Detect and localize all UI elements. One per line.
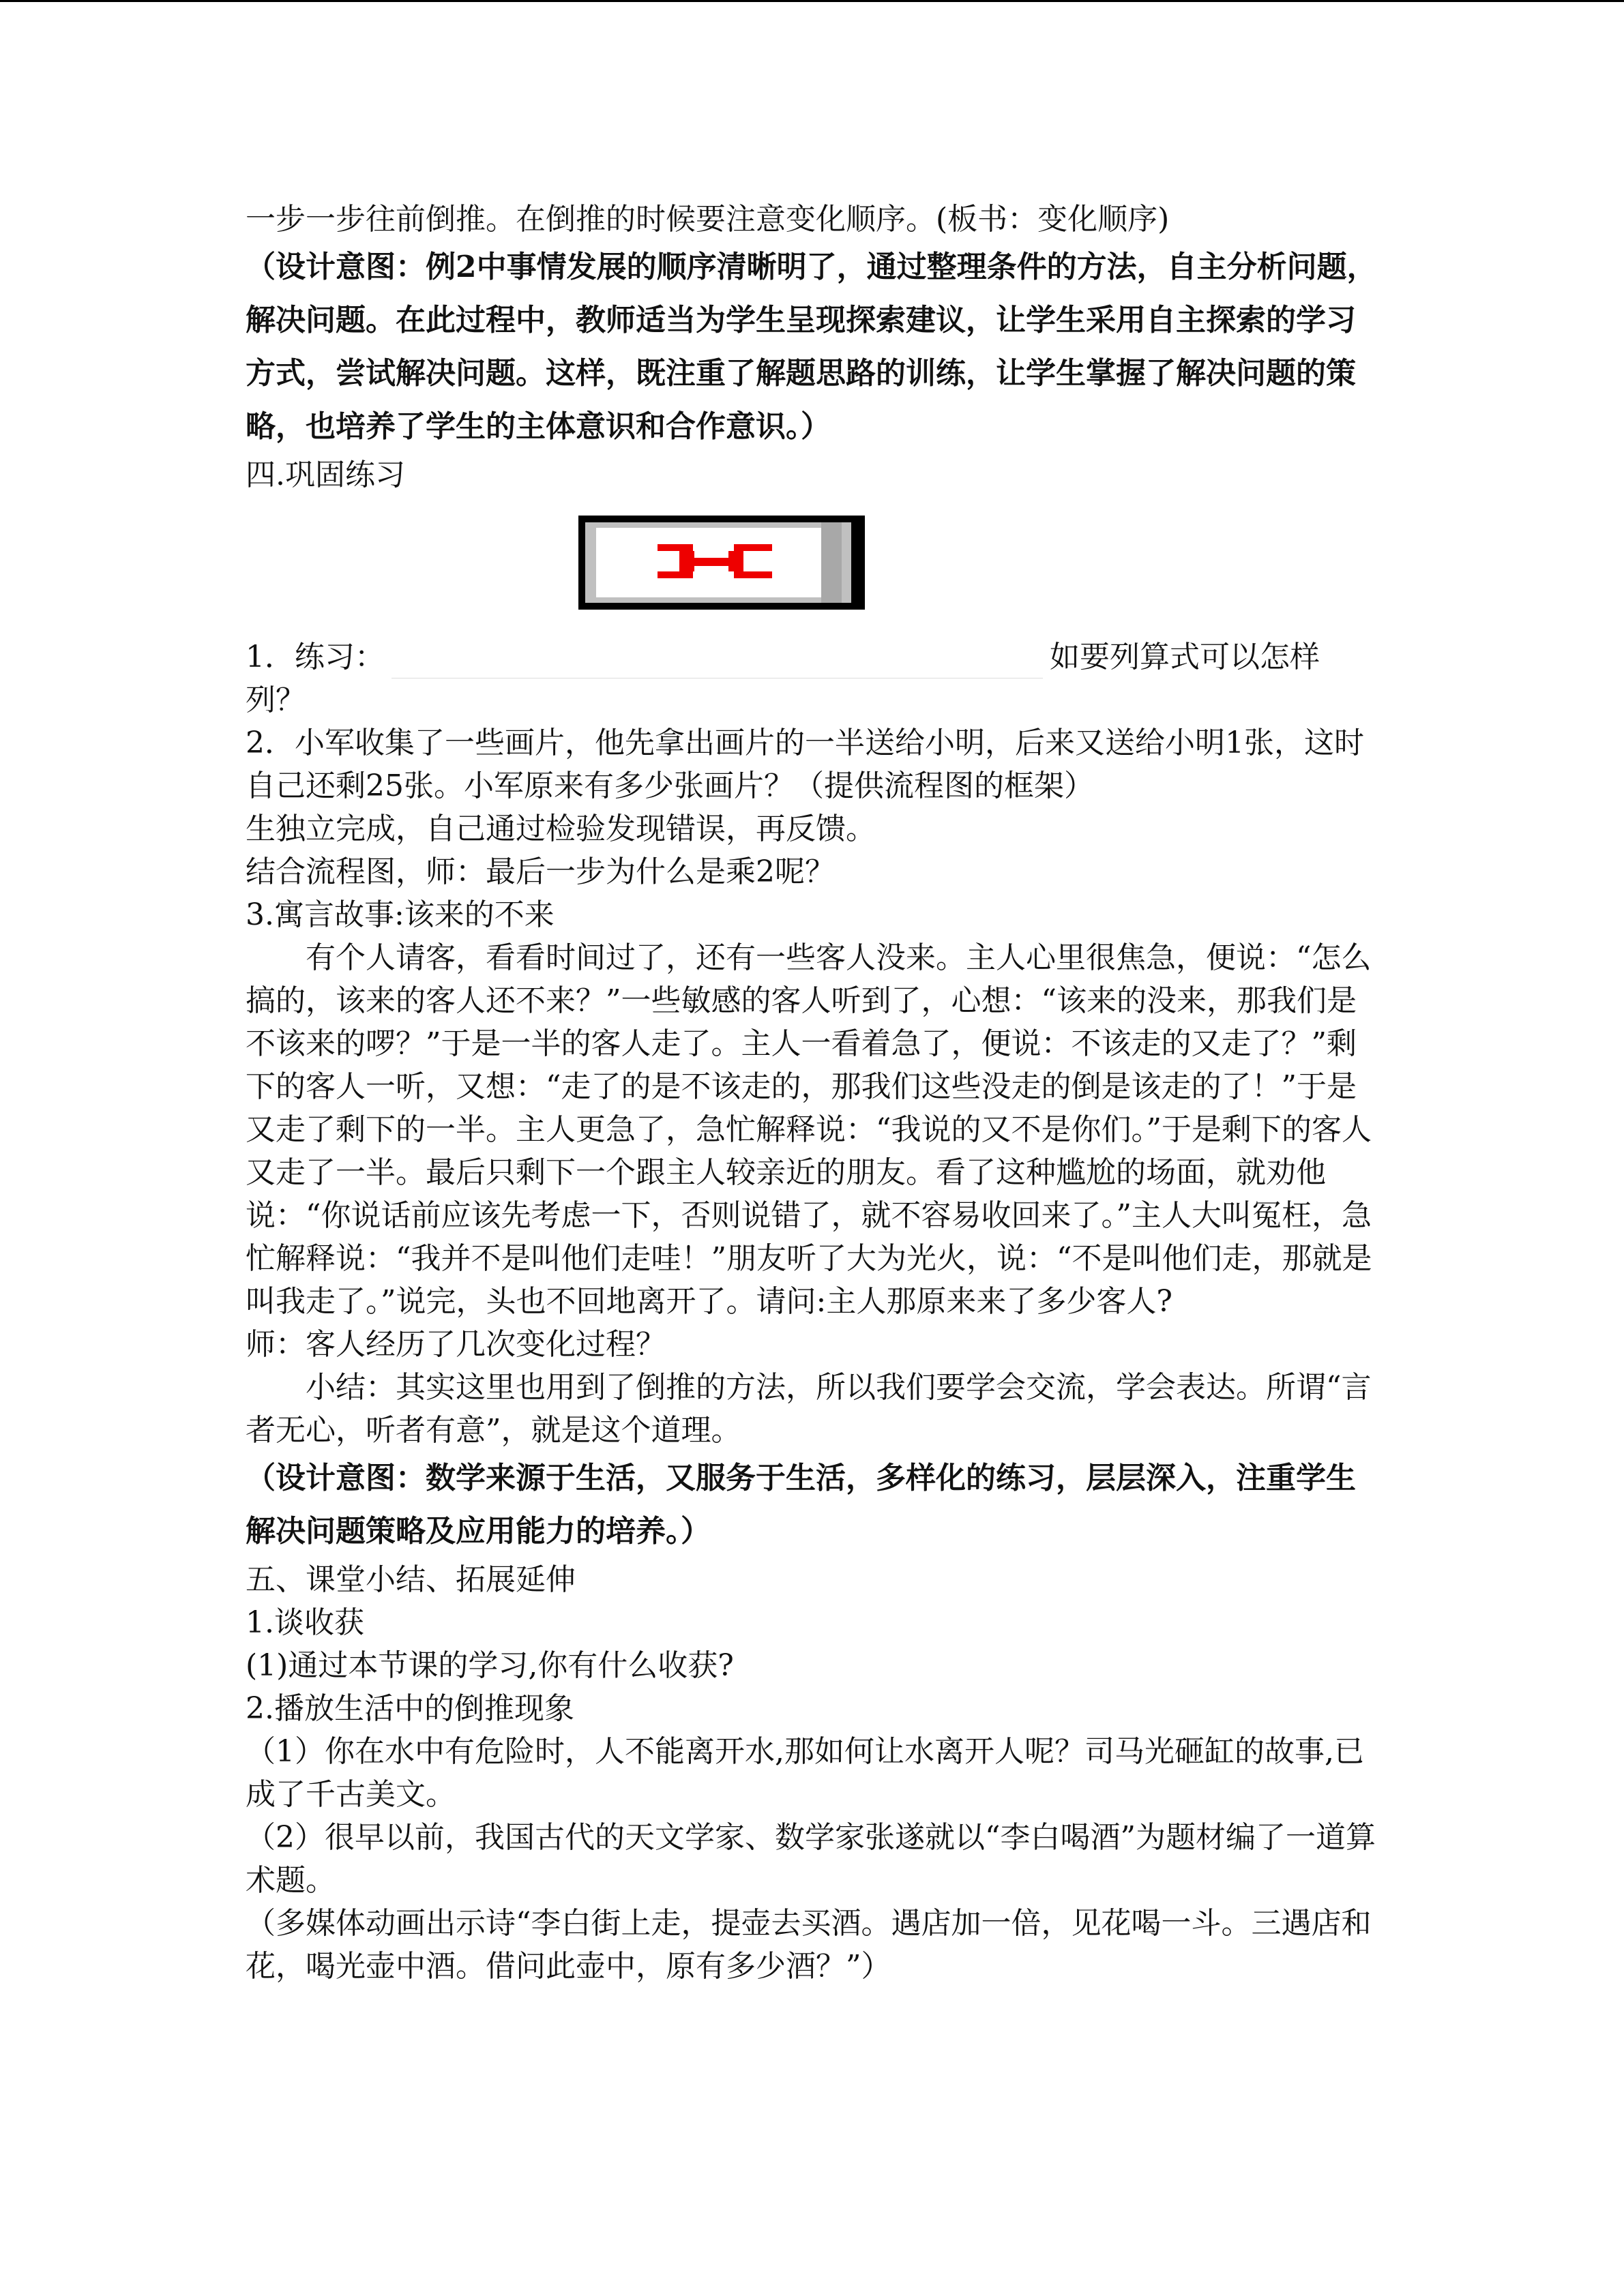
paragraph-reverse-reasoning: 一步一步往前倒推。在倒推的时候要注意变化顺序。(板书：变化顺序) <box>246 202 1170 237</box>
summary-item-harvest: 1.谈收获 <box>246 1605 364 1640</box>
section-heading-summary: 五、课堂小结、拓展延伸 <box>246 1562 576 1597</box>
exercise-1-suffix: 如要列算式可以怎样 <box>1050 640 1320 674</box>
media-control-figure <box>246 513 1378 629</box>
exercise-2-problem: 2．小军收集了一些画片，他先拿出画片的一半送给小明，后来又送给小明1张，这时自己还剩25张。小军原来有多少张画片？（提供流程图的框架） <box>246 726 1364 803</box>
design-intent-note-2: （设计意图：数学来源于生活，又服务于生活，多样化的练习，层层深入，注重学生解决问题策略及应用能力的培养。） <box>246 1461 1356 1549</box>
figure-shadow-edge <box>821 522 842 603</box>
exercise-2-teacher-question: 结合流程图，师：最后一步为什么是乘2呢？ <box>246 854 835 889</box>
fable-story: 有个人请客，看看时间过了，还有一些客人没来。主人心里很焦急，便说：“怎么搞的，该来的客人还不来？”一些敏感的客人听到了，心想：“该来的没来，那我们是不该来的啰？”于是一半的客人走了。主人一看着急了，便说：不该走的又走了？”剩下的客人一听，又想：“走了的是不该走的，那我们这些没走的倒是该走的了！”于是又走了剩下的一半。主人更急了，急忙解释说：“我说的又不是你们。”于是剩下的客人又走了一半。最后只剩下一个跟主人较亲近的朋友。看了这种尴尬的场面，就劝他说：“你说话前应该先考虑一下，否则说错了，就不容易收回来了。”主人大叫冤枉，急忙解释说：“我并不是叫他们走哇！”朋友听了大为光火，说：“不是叫他们走，那就是叫我走了。”说完，头也不回地离开了。请问:主人那原来来了多少客人? <box>246 940 1372 1319</box>
exercise-1-line <box>246 636 1378 679</box>
exercise-1-prefix: 1．练习： <box>246 640 385 674</box>
fable-teacher-question: 师：客人经历了几次变化过程？ <box>246 1327 666 1362</box>
section-heading-consolidation: 四.巩固练习 <box>246 458 405 492</box>
red-double-arrow-icon[interactable] <box>578 516 865 610</box>
fable-summary: 小结：其实这里也用到了倒推的方法，所以我们要学会交流，学会表达。所谓“言者无心，听者有意”，就是这个道理。 <box>246 1370 1372 1448</box>
li-bai-poem: （多媒体动画出示诗“李白街上走，提壶去买酒。遇店加一倍，见花喝一斗。三遇店和花，喝光壶中酒。借问此壶中，原有多少酒？”） <box>246 1906 1372 1984</box>
summary-item-life-examples: 2.播放生活中的倒推现象 <box>246 1691 574 1726</box>
exercise-1-blank <box>392 651 1043 679</box>
example-zhang-sui: （2）很早以前，我国古代的天文学家、数学家张遂就以“李白喝酒”为题材编了一道算术题。 <box>246 1820 1376 1898</box>
fable-heading: 3.寓言故事:该来的不来 <box>246 897 555 932</box>
page-top-border <box>0 0 1624 2</box>
document-body <box>246 198 1378 1988</box>
design-intent-note-1: （设计意图：例2中事情发展的顺序清晰明了，通过整理条件的方法，自主分析问题，解决问题。在此过程中，教师适当为学生呈现探索建议，让学生采用自主探索的学习方式，尝试解决问题。这样，既注重了解题思路的训练，让学生掌握了解决问题的策略，也培养了学生的主体意识和合作意识。） <box>246 250 1377 444</box>
exercise-2-instruction: 生独立完成，自己通过检验发现错误，再反馈。 <box>246 811 876 846</box>
example-sima-guang: （1）你在水中有危险时，人不能离开水,那如何让水离开人呢？司马光砸缸的故事,已成了千古美文。 <box>246 1734 1364 1812</box>
summary-question-harvest: (1)通过本节课的学习,你有什么收获? <box>246 1648 734 1683</box>
exercise-1-continuation: 列？ <box>246 683 306 717</box>
